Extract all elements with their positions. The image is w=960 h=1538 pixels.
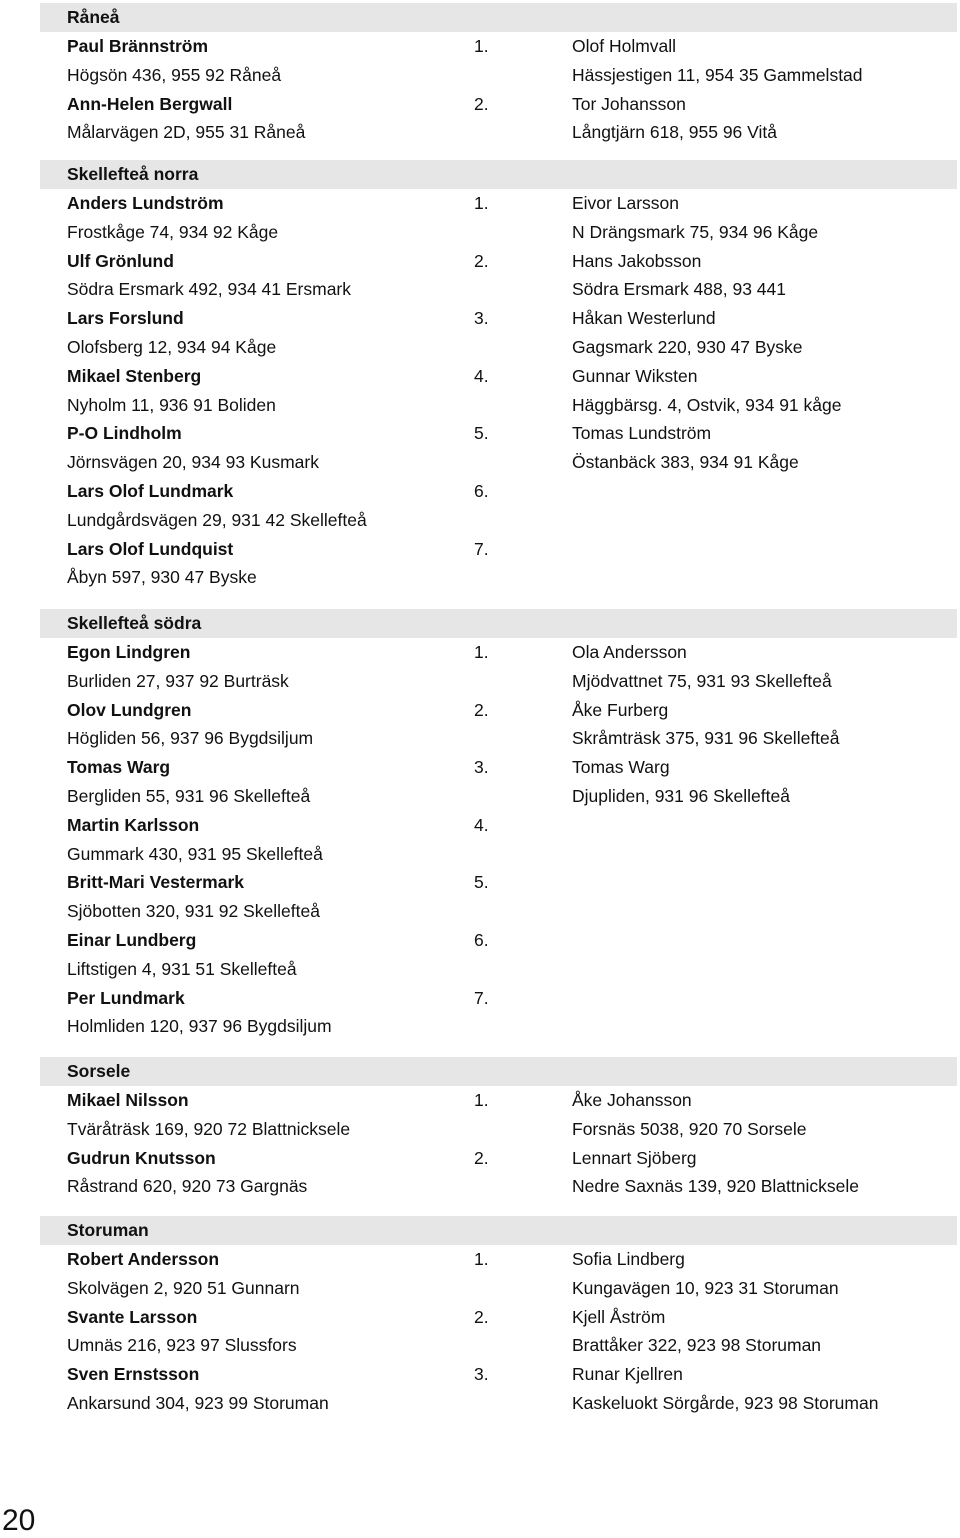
rank-number: 7. bbox=[474, 538, 489, 559]
section-title: Råneå bbox=[67, 7, 120, 27]
rank-number: 4. bbox=[474, 365, 489, 386]
section-title: Sorsele bbox=[67, 1061, 131, 1081]
entry-address-row bbox=[0, 275, 960, 304]
substitute-address: Forsnäs 5038, 920 70 Sorsele bbox=[572, 1118, 807, 1139]
entry-name-row bbox=[0, 638, 960, 667]
candidate-address: Södra Ersmark 492, 934 41 Ersmark bbox=[67, 279, 352, 300]
entry-name-row bbox=[0, 1245, 960, 1274]
rank-number: 1. bbox=[474, 193, 489, 213]
substitute-name: Håkan Westerlund bbox=[572, 308, 716, 329]
candidate-name: Gudrun Knutsson bbox=[67, 1147, 216, 1168]
entry-name-row bbox=[0, 811, 960, 840]
entry-name-row bbox=[0, 753, 960, 782]
section-header bbox=[40, 1216, 957, 1245]
candidate-name: Britt-Mari Vestermark bbox=[67, 872, 245, 893]
candidate-address: Tväråträsk 169, 920 72 Blattnicksele bbox=[67, 1118, 351, 1139]
candidate-address: Bergliden 55, 931 96 Skellefteå bbox=[67, 786, 311, 806]
candidate-name: Svante Larsson bbox=[67, 1306, 198, 1327]
candidate-name: Lars Forslund bbox=[67, 308, 184, 329]
substitute-address: Långtjärn 618, 955 96 Vitå bbox=[572, 122, 777, 143]
substitute-address: Mjödvattnet 75, 931 93 Skellefteå bbox=[572, 670, 832, 691]
candidate-address: Ankarsund 304, 923 99 Storuman bbox=[67, 1393, 329, 1413]
entry-address-row bbox=[0, 897, 960, 926]
substitute-name: Tomas Warg bbox=[572, 757, 670, 778]
page-number: 20 bbox=[2, 1504, 36, 1537]
entry-address-row bbox=[0, 840, 960, 869]
candidate-address: Högliden 56, 937 96 Bygdsiljum bbox=[67, 728, 314, 749]
entry-name-row bbox=[0, 1086, 960, 1115]
substitute-name: Åke Furberg bbox=[572, 699, 669, 720]
substitute-address: Kaskeluokt Sörgårde, 923 98 Storuman bbox=[572, 1393, 879, 1413]
candidate-name: Ulf Grönlund bbox=[67, 250, 174, 271]
entry-name-row bbox=[0, 984, 960, 1013]
rank-number: 7. bbox=[474, 987, 489, 1008]
substitute-name: Kjell Åström bbox=[572, 1306, 666, 1327]
section-header bbox=[40, 1057, 957, 1086]
entry-name-row bbox=[0, 419, 960, 448]
entry-address-row bbox=[0, 955, 960, 984]
section-title: Skellefteå södra bbox=[67, 613, 202, 633]
substitute-name: Sofia Lindberg bbox=[572, 1249, 685, 1269]
entry-address-row bbox=[0, 1012, 960, 1041]
entry-name-row bbox=[0, 477, 960, 506]
rank-number: 5. bbox=[474, 872, 489, 893]
entry-address-row bbox=[0, 1389, 960, 1418]
rank-number: 3. bbox=[474, 757, 489, 778]
candidate-address: Lundgårdsvägen 29, 931 42 Skellefteå bbox=[67, 509, 367, 530]
candidate-name: Olov Lundgren bbox=[67, 699, 192, 720]
entry-name-row bbox=[0, 1360, 960, 1389]
rank-number: 4. bbox=[474, 814, 489, 835]
entry-address-row bbox=[0, 667, 960, 696]
candidate-address: Skolvägen 2, 920 51 Gunnarn bbox=[67, 1277, 300, 1298]
entry-name-row bbox=[0, 926, 960, 955]
rank-number: 1. bbox=[474, 1090, 489, 1110]
entry-address-row bbox=[0, 118, 960, 147]
candidate-name: Paul Brännström bbox=[67, 36, 208, 56]
rank-number: 5. bbox=[474, 423, 489, 444]
substitute-name: Runar Kjellren bbox=[572, 1364, 683, 1385]
entry-address-row bbox=[0, 448, 960, 477]
rank-number: 2. bbox=[474, 93, 489, 114]
entry-name-row bbox=[0, 362, 960, 391]
entry-address-row bbox=[0, 1115, 960, 1144]
candidate-name: Per Lundmark bbox=[67, 987, 185, 1008]
candidate-name: Ann-Helen Bergwall bbox=[67, 93, 233, 114]
rank-number: 6. bbox=[474, 930, 489, 950]
rank-number: 3. bbox=[474, 308, 489, 329]
entry-name-row bbox=[0, 696, 960, 725]
candidate-address: Målarvägen 2D, 955 31 Råneå bbox=[67, 122, 306, 143]
entry-address-row bbox=[0, 391, 960, 420]
candidate-name: Mikael Stenberg bbox=[67, 365, 202, 386]
rank-number: 1. bbox=[474, 1249, 489, 1269]
substitute-address: Skråmträsk 375, 931 96 Skellefteå bbox=[572, 728, 840, 749]
substitute-name: Tomas Lundström bbox=[572, 423, 712, 444]
section-header bbox=[40, 160, 957, 189]
rank-number: 1. bbox=[474, 642, 489, 662]
candidate-name: Tomas Warg bbox=[67, 757, 171, 778]
entry-address-row bbox=[0, 563, 960, 592]
entry-name-row bbox=[0, 189, 960, 218]
section-header bbox=[40, 609, 957, 638]
substitute-name: Tor Johansson bbox=[572, 93, 686, 114]
entry-name-row bbox=[0, 90, 960, 119]
entry-name-row bbox=[0, 1144, 960, 1173]
entry-address-row bbox=[0, 333, 960, 362]
substitute-name: Olof Holmvall bbox=[572, 36, 677, 56]
candidate-name: Einar Lundberg bbox=[67, 930, 197, 950]
candidate-address: Nyholm 11, 936 91 Boliden bbox=[67, 394, 276, 415]
candidate-address: Holmliden 120, 937 96 Bygdsiljum bbox=[67, 1016, 332, 1037]
entry-address-row bbox=[0, 218, 960, 247]
candidate-name: Sven Ernstsson bbox=[67, 1364, 200, 1385]
substitute-address: Häggbärsg. 4, Ostvik, 934 91 kåge bbox=[572, 394, 842, 415]
candidate-address: Gummark 430, 931 95 Skellefteå bbox=[67, 843, 323, 864]
substitute-address: Kungavägen 10, 923 31 Storuman bbox=[572, 1277, 839, 1298]
substitute-name: Gunnar Wiksten bbox=[572, 365, 698, 386]
entry-name-row bbox=[0, 247, 960, 276]
entry-name-row bbox=[0, 868, 960, 897]
entry-address-row bbox=[0, 61, 960, 90]
rank-number: 2. bbox=[474, 699, 489, 720]
candidate-name: Anders Lundström bbox=[67, 193, 224, 213]
rank-number: 2. bbox=[474, 1306, 489, 1327]
candidate-name: Martin Karlsson bbox=[67, 814, 200, 835]
candidate-name: Lars Olof Lundquist bbox=[67, 538, 234, 559]
substitute-name: Eivor Larsson bbox=[572, 193, 679, 213]
candidate-address: Umnäs 216, 923 97 Slussfors bbox=[67, 1335, 297, 1356]
candidate-address: Åbyn 597, 930 47 Byske bbox=[67, 567, 257, 588]
section-header bbox=[40, 3, 957, 32]
entry-name-row bbox=[0, 1303, 960, 1332]
candidate-address: Högsön 436, 955 92 Råneå bbox=[67, 64, 282, 85]
candidate-name: Egon Lindgren bbox=[67, 642, 191, 662]
candidate-address: Liftstigen 4, 931 51 Skellefteå bbox=[67, 958, 297, 979]
rank-number: 2. bbox=[474, 250, 489, 271]
section-title: Storuman bbox=[67, 1220, 149, 1240]
candidate-address: Jörnsvägen 20, 934 93 Kusmark bbox=[67, 452, 319, 473]
substitute-address: Östanbäck 383, 934 91 Kåge bbox=[572, 452, 799, 473]
rank-number: 2. bbox=[474, 1147, 489, 1168]
rank-number: 3. bbox=[474, 1364, 489, 1385]
candidate-address: Frostkåge 74, 934 92 Kåge bbox=[67, 221, 279, 242]
entry-address-row bbox=[0, 506, 960, 535]
candidate-address: Burliden 27, 937 92 Burträsk bbox=[67, 670, 289, 691]
substitute-address: Nedre Saxnäs 139, 920 Blattnicksele bbox=[572, 1176, 859, 1197]
substitute-address: Hässjestigen 11, 954 35 Gammelstad bbox=[572, 64, 863, 85]
entry-name-row bbox=[0, 304, 960, 333]
substitute-name: Ola Andersson bbox=[572, 642, 687, 662]
candidate-address: Råstrand 620, 920 73 Gargnäs bbox=[67, 1176, 308, 1197]
entry-address-row bbox=[0, 1331, 960, 1360]
candidate-name: Mikael Nilsson bbox=[67, 1090, 189, 1110]
substitute-address: N Drängsmark 75, 934 96 Kåge bbox=[572, 221, 819, 242]
substitute-address: Gagsmark 220, 930 47 Byske bbox=[572, 337, 803, 357]
rank-number: 6. bbox=[474, 481, 489, 501]
substitute-address: Djupliden, 931 96 Skellefteå bbox=[572, 786, 790, 806]
candidate-name: Robert Andersson bbox=[67, 1249, 220, 1269]
entry-address-row bbox=[0, 724, 960, 753]
substitute-address: Södra Ersmark 488, 93 441 bbox=[572, 279, 787, 300]
candidate-name: Lars Olof Lundmark bbox=[67, 481, 234, 501]
substitute-name: Lennart Sjöberg bbox=[572, 1147, 697, 1168]
entry-name-row bbox=[0, 535, 960, 564]
section-title: Skellefteå norra bbox=[67, 164, 199, 184]
entry-address-row bbox=[0, 1274, 960, 1303]
entry-address-row bbox=[0, 1172, 960, 1201]
candidate-address: Sjöbotten 320, 931 92 Skellefteå bbox=[67, 901, 320, 922]
substitute-name: Hans Jakobsson bbox=[572, 250, 702, 271]
rank-number: 1. bbox=[474, 36, 489, 56]
substitute-name: Åke Johansson bbox=[572, 1090, 692, 1110]
entry-address-row bbox=[0, 782, 960, 811]
substitute-address: Brattåker 322, 923 98 Storuman bbox=[572, 1335, 822, 1356]
candidate-address: Olofsberg 12, 934 94 Kåge bbox=[67, 337, 277, 357]
entry-name-row bbox=[0, 32, 960, 61]
candidate-name: P-O Lindholm bbox=[67, 423, 182, 444]
